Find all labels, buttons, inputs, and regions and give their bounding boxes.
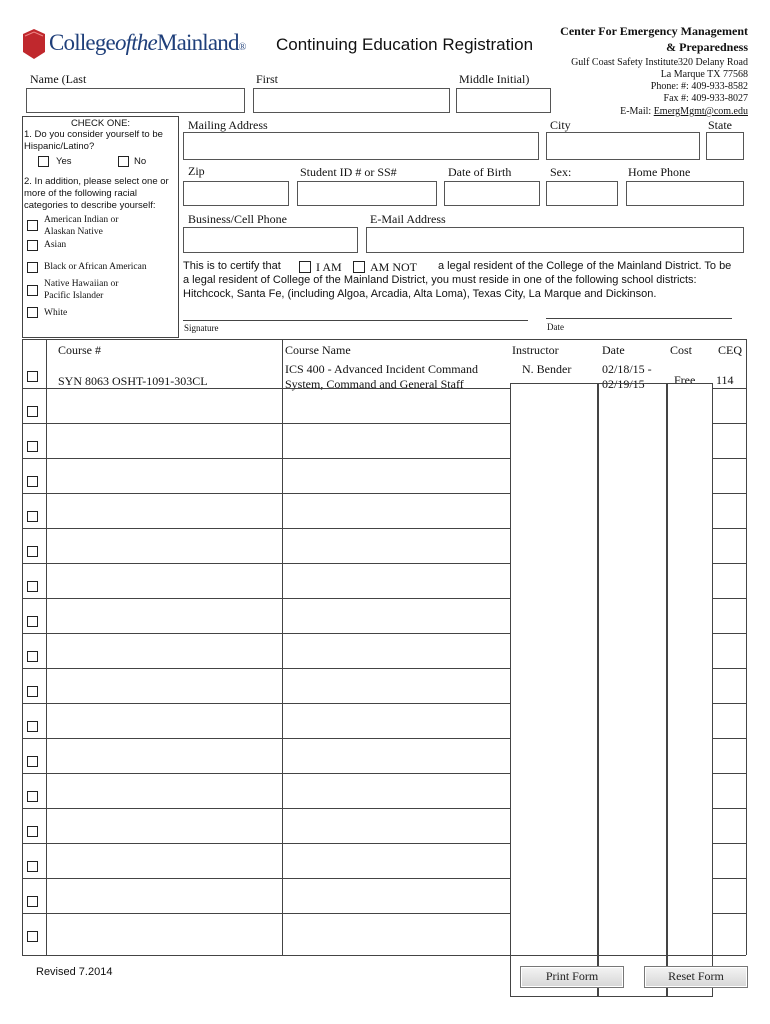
row-1-cost: Free [674,373,696,387]
hispanic-yes-label: Yes [56,156,72,167]
certify-line-1: a legal resident of the College of the Mainland District. To be [438,260,732,272]
row-1-course-name-2: System, Command and General Staff [285,377,464,391]
table-row [46,668,510,669]
table-row-divider [713,633,746,634]
student-id-field[interactable] [297,181,437,206]
state-field[interactable] [706,132,744,160]
hispanic-yes-checkbox[interactable] [38,156,49,167]
asian-label: Asian [44,240,67,250]
header-course-name: Course Name [285,343,351,357]
black-checkbox[interactable] [27,262,38,273]
date-label: Date [547,322,564,332]
white-label: White [44,308,68,318]
table-row-divider [22,703,46,704]
email-label: E-Mail: [620,106,654,117]
question-2-line-3: categories to describe yourself: [24,200,156,211]
cost-column-box[interactable] [667,383,713,997]
date-line[interactable] [546,318,732,319]
row-1-date-1: 02/18/15 - [602,362,652,376]
native-hawaiian-label-1: Native Hawaiian or [44,279,119,289]
question-2-line-2: more of the following racial [24,188,137,199]
row-1-course-name-1: ICS 400 - Advanced Incident Command [285,362,478,376]
table-row [46,738,510,739]
white-checkbox[interactable] [27,307,38,318]
cell-phone-field[interactable] [183,227,358,253]
middle-initial-field[interactable] [456,88,551,113]
dob-label: Date of Birth [448,165,512,179]
header-course-no: Course # [58,343,101,357]
row-checkbox[interactable] [27,791,38,802]
header-date: Date [602,343,625,357]
table-row-divider [22,598,46,599]
table-row-divider [22,458,46,459]
phone-text: Phone: #: 409-933-8582 [650,81,748,92]
table-row-divider [713,528,746,529]
table-row [46,773,510,774]
table-row [46,493,510,494]
row-1-course-no: SYN 8063 OSHT-1091-303CL [58,374,208,388]
registered-mark: ® [238,42,246,53]
row-checkbox[interactable] [27,406,38,417]
row-1-date-2: 02/19/15 [602,377,645,391]
row-checkbox[interactable] [27,616,38,627]
table-row-divider [22,633,46,634]
table-row-divider [713,458,746,459]
cell-phone-label: Business/Cell Phone [188,212,288,226]
zip-field[interactable] [183,181,289,206]
row-checkbox[interactable] [27,476,38,487]
table-row-divider [22,843,46,844]
student-id-label: Student ID # or SS# [300,165,397,179]
table-row-divider [22,563,46,564]
logo-text: Mainland [156,30,239,55]
black-label: Black or African American [44,262,147,272]
header-ceq: CEQ [718,343,742,357]
question-1-line-1: 1. Do you consider yourself to be [24,129,163,140]
table-row [46,423,510,424]
native-hawaiian-label-2: Pacific Islander [44,291,104,301]
table-row-divider [22,738,46,739]
form-title: Continuing Education Registration [276,35,534,54]
logo-text: the [131,30,157,55]
logo-text: of [114,30,132,55]
table-row [46,633,510,634]
row-checkbox[interactable] [27,651,38,662]
question-2-line-1: 2. In addition, please select one or [24,176,169,187]
table-row-divider [713,913,746,914]
first-name-field[interactable] [253,88,450,113]
first-name-label: First [256,72,279,86]
row-checkbox[interactable] [27,581,38,592]
address-line-2: La Marque TX 77568 [660,69,748,80]
city-label: City [550,118,571,132]
table-row-divider [713,388,746,389]
city-field[interactable] [546,132,700,160]
am-not-checkbox[interactable] [353,261,365,273]
address-line-1: Gulf Coast Safety Institute320 Delany Road [571,57,748,68]
table-row [46,563,510,564]
table-row [46,458,510,459]
mailing-address-field[interactable] [183,132,539,160]
i-am-label: I AM [316,260,342,274]
table-row-divider [22,528,46,529]
table-row-divider [713,878,746,879]
hispanic-no-label: No [134,156,147,167]
row-1-checkbox[interactable] [27,371,38,382]
revised-text: Revised 7.2014 [36,966,113,978]
row-checkbox[interactable] [27,826,38,837]
table-row-divider [22,773,46,774]
row-1-instructor: N. Bender [522,362,572,376]
table-row-divider [22,493,46,494]
row-checkbox[interactable] [27,861,38,872]
am-not-label: AM NOT [370,260,417,274]
last-name-field[interactable] [26,88,245,113]
print-form-button[interactable]: Print Form [520,966,624,988]
header-instructor: Instructor [512,343,559,357]
table-row-divider [713,493,746,494]
row-checkbox[interactable] [27,756,38,767]
last-name-label: Name (Last [30,72,87,86]
middle-initial-label: Middle Initial) [459,72,530,86]
table-row-divider [713,773,746,774]
email-address-label: E-Mail Address [370,212,446,226]
table-row-divider [713,843,746,844]
certify-line-3: Hitchcock, Santa Fe, (including Algoa, Arcadia, Alta Loma), Texas City, La Marque and Dickinson. [183,288,657,300]
logo-text: College [49,30,115,55]
header-cost: Cost [670,343,693,357]
check-one-title: CHECK ONE: [70,118,131,129]
zip-label: Zip [188,164,205,178]
mailing-address-label: Mailing Address [188,118,268,132]
email-address-field[interactable] [366,227,744,253]
row-checkbox[interactable] [27,686,38,697]
row-checkbox[interactable] [27,896,38,907]
row-checkbox[interactable] [27,441,38,452]
dob-field[interactable] [444,181,540,206]
table-row [46,913,510,914]
row-checkbox[interactable] [27,721,38,732]
hispanic-no-checkbox[interactable] [118,156,129,167]
table-row [46,703,510,704]
logo [22,26,274,62]
row-checkbox[interactable] [27,931,38,942]
table-row [46,878,510,879]
question-1-line-2: Hispanic/Latino? [24,141,95,152]
table-row-divider [713,808,746,809]
home-phone-label: Home Phone [628,165,691,179]
date-column-box[interactable] [598,383,667,997]
table-row-divider [713,703,746,704]
certify-line-2: a legal resident of College of the Mainland District, you must reside in one of the following school districts: [183,274,697,286]
seal-icon [22,28,46,60]
instructor-column-box[interactable] [510,383,598,997]
american-indian-label-1: American Indian or [44,215,119,225]
email-text [620,106,748,117]
american-indian-checkbox[interactable] [27,220,38,231]
table-row-divider [713,668,746,669]
state-label: State [708,118,732,132]
table-row [46,388,510,389]
row-checkbox[interactable] [27,546,38,557]
i-am-checkbox[interactable] [299,261,311,273]
table-row [46,808,510,809]
table-row [46,843,510,844]
table-row-divider [22,423,46,424]
american-indian-label-2: Alaskan Native [44,227,103,237]
signature-line[interactable] [183,320,528,321]
table-row-divider [713,598,746,599]
certify-prefix: This is to certify that [183,260,281,272]
native-hawaiian-checkbox[interactable] [27,285,38,296]
email-link[interactable]: EmergMgmt@com.edu [653,106,748,117]
reset-form-button[interactable]: Reset Form [644,966,748,988]
table-row [46,598,510,599]
table-row [46,528,510,529]
org-name-2: & Preparedness [666,40,748,54]
fax-text: Fax #: 409-933-8027 [663,93,748,104]
row-checkbox[interactable] [27,511,38,522]
table-row-divider [713,563,746,564]
table-row-divider [713,423,746,424]
signature-label: Signature [184,323,219,333]
sex-field[interactable] [546,181,618,206]
table-row-divider [22,388,46,389]
table-row-divider [22,808,46,809]
org-name-1: Center For Emergency Management [560,24,748,38]
table-row-divider [713,738,746,739]
table-row-divider [22,668,46,669]
table-row-divider [22,878,46,879]
sex-label: Sex: [550,165,572,179]
table-row-divider [22,913,46,914]
row-1-ceq: 114 [716,373,734,387]
home-phone-field[interactable] [626,181,744,206]
asian-checkbox[interactable] [27,240,38,251]
